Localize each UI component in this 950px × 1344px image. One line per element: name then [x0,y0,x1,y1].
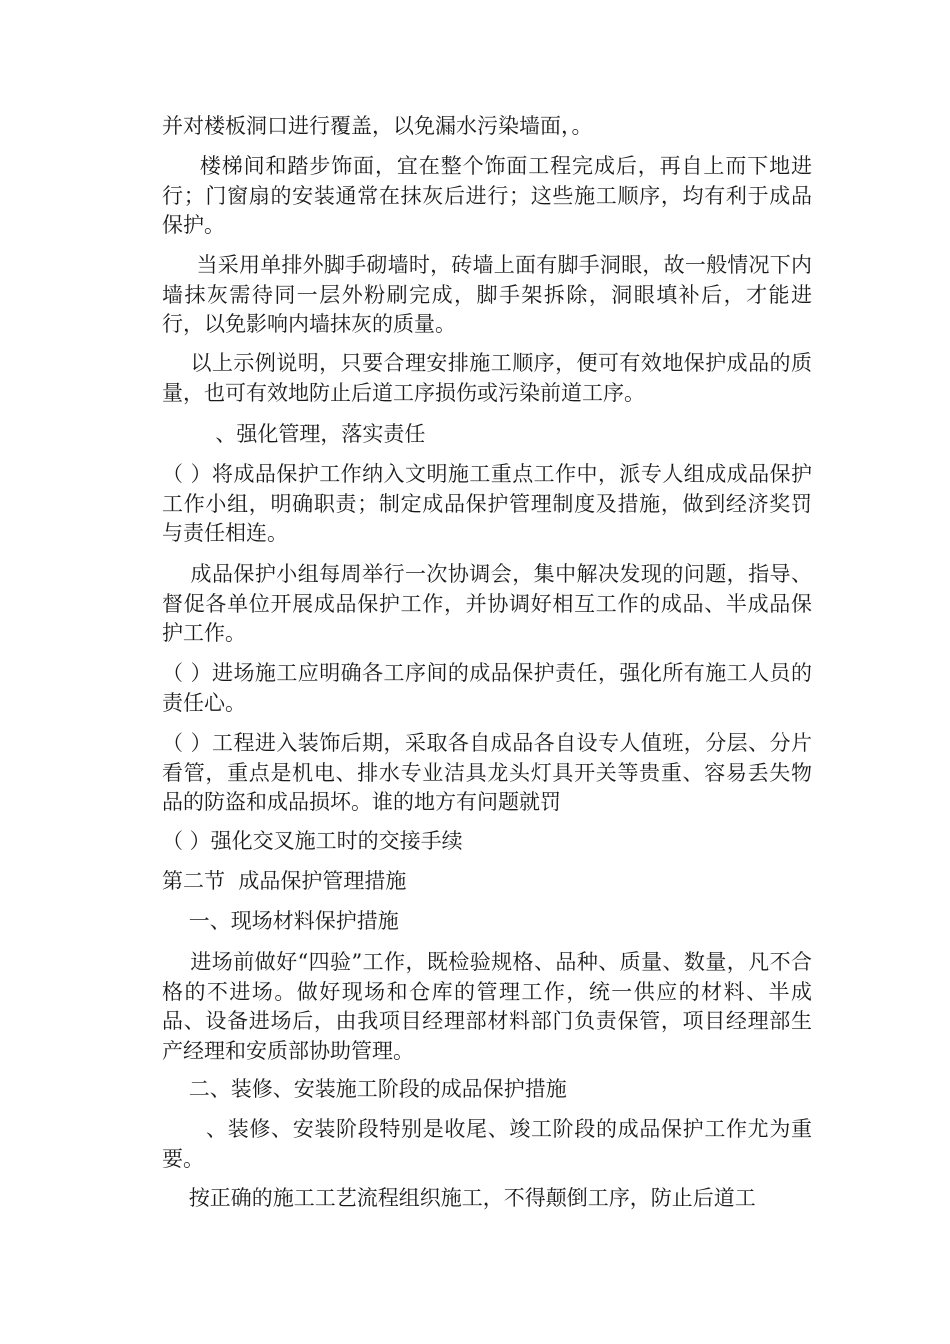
paragraph-7: （ ）进场施工应明确各工序间的成品保护责任，强化所有施工人员的责任心。 [162,661,812,715]
subsection-heading-2: 二、装修、安装施工阶段的成品保护措施 [162,1077,567,1101]
section-heading-management: 、强化管理，落实责任 [162,422,426,446]
paragraph-5: （ ）将成品保护工作纳入文明施工重点工作中，派专人组成成品保护工作小组，明确职责；制定成品保护管理制度及措施，做到经济奖罚与责任相连。 [162,462,812,545]
paragraph-6: 成品保护小组每周举行一次协调会，集中解决发现的问题，指导、督促各单位开展成品保护工作，并协调好相互工作的成品、半成品保护工作。 [162,562,813,645]
paragraph-10: 进场前做好“四验”工作，既检验规格、品种、质量、数量，凡不合格的不进场。做好现场和仓库的管理工作，统一供应的材料、半成品、设备进场后，由我项目经理部材料部门负责保管，项目经理部生产经理和安质部协助管理。 [162,950,812,1063]
paragraph-1: 并对楼板洞口进行覆盖，以免漏水污染墙面，。 [162,114,593,138]
paragraph-3: 当采用单排外脚手砌墙时，砖墙上面有脚手洞眼，故一般情况下内墙抹灰需待同一层外粉刷完成，脚手架拆除，洞眼填补后，才能进行，以免影响内墙抹灰的质量。 [162,253,812,336]
paragraph-9: （ ）强化交叉施工时的交接手续 [162,829,463,853]
paragraph-11: 、装修、安装阶段特别是收尾、竣工阶段的成品保护工作尤为重要。 [162,1117,812,1171]
paragraph-12: 按正确的施工工艺流程组织施工，不得颠倒工序，防止后道工 [162,1186,756,1210]
paragraph-2: 楼梯间和踏步饰面，宜在整个饰面工程完成后，再自上而下地进行；门窗扇的安装通常在抹灰后进行；这些施工顺序，均有利于成品保护。 [162,154,812,237]
subsection-heading-1: 一、现场材料保护措施 [162,909,399,933]
section-title-2: 第二节 成品保护管理措施 [162,869,407,893]
paragraph-4: 以上示例说明，只要合理安排施工顺序，便可有效地保护成品的质量，也可有效地防止后道工序损伤或污染前道工序。 [162,351,813,405]
paragraph-8: （ ）工程进入装饰后期，采取各自成品各自设专人值班，分层、分片看管，重点是机电、排水专业洁具龙头灯具开关等贵重、容易丢失物品的防盗和成品损坏。谁的地方有问题就罚 [162,731,812,814]
